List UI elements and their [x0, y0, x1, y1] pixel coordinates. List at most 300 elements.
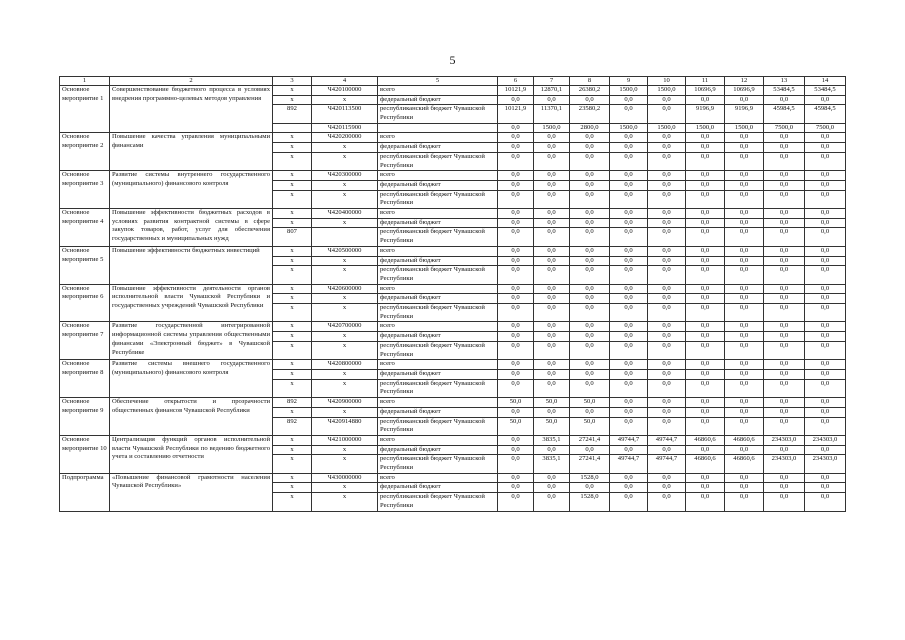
funding-value: 234303,0 — [805, 455, 846, 473]
funding-value: 0,0 — [764, 95, 805, 105]
budget-classification-code: x — [312, 190, 378, 208]
funding-value: 0,0 — [805, 152, 846, 170]
funding-value: 0,0 — [534, 133, 570, 143]
budget-classification-code: x — [312, 370, 378, 380]
column-number-14: 14 — [805, 77, 846, 86]
funding-value: 0,0 — [805, 228, 846, 246]
funding-value: 0,0 — [686, 133, 725, 143]
column-number-9: 9 — [610, 77, 648, 86]
executor-code: x — [273, 190, 312, 208]
funding-value: 0,0 — [498, 190, 534, 208]
funding-value: 0,0 — [805, 322, 846, 332]
funding-value: 0,0 — [725, 209, 764, 219]
executor-code: x — [273, 493, 312, 511]
budget-classification-code: x — [312, 445, 378, 455]
funding-value: 0,0 — [805, 407, 846, 417]
funding-source: республиканский бюджет Чувашской Республики — [378, 304, 498, 322]
funding-value: 0,0 — [725, 95, 764, 105]
funding-source: всего — [378, 209, 498, 219]
column-number-1: 1 — [60, 77, 110, 86]
budget-classification-code: x — [312, 341, 378, 359]
funding-value: 0,0 — [725, 407, 764, 417]
funding-value: 0,0 — [725, 379, 764, 397]
funding-value: 0,0 — [534, 294, 570, 304]
funding-value: 0,0 — [498, 473, 534, 483]
funding-value: 0,0 — [764, 341, 805, 359]
funding-value: 0,0 — [686, 407, 725, 417]
funding-value: 23580,2 — [570, 105, 610, 123]
funding-source: федеральный бюджет — [378, 180, 498, 190]
funding-value: 0,0 — [764, 256, 805, 266]
funding-value: 46860,6 — [686, 435, 725, 445]
funding-value: 0,0 — [686, 266, 725, 284]
funding-value: 0,0 — [805, 304, 846, 322]
funding-value: 0,0 — [686, 379, 725, 397]
funding-value: 0,0 — [570, 341, 610, 359]
funding-source: федеральный бюджет — [378, 256, 498, 266]
column-number-10: 10 — [648, 77, 686, 86]
funding-value: 0,0 — [570, 266, 610, 284]
budget-classification-code: Ч420100000 — [312, 85, 378, 95]
funding-value: 0,0 — [498, 322, 534, 332]
funding-value: 0,0 — [498, 332, 534, 342]
funding-value: 0,0 — [570, 152, 610, 170]
funding-value: 0,0 — [610, 360, 648, 370]
activity-label: Основное мероприятие 1 — [60, 85, 110, 133]
budget-classification-code — [312, 228, 378, 246]
funding-value: 0,0 — [570, 218, 610, 228]
executor-code: x — [273, 284, 312, 294]
funding-value: 1500,0 — [648, 85, 686, 95]
budget-classification-code: Ч420400000 — [312, 209, 378, 219]
funding-value: 0,0 — [570, 284, 610, 294]
funding-value: 0,0 — [610, 473, 648, 483]
executor-code: x — [273, 246, 312, 256]
funding-value: 0,0 — [610, 322, 648, 332]
funding-value: 0,0 — [764, 133, 805, 143]
funding-value: 0,0 — [534, 407, 570, 417]
funding-value: 50,0 — [534, 398, 570, 408]
funding-value: 0,0 — [725, 370, 764, 380]
executor-code: x — [273, 341, 312, 359]
funding-value: 0,0 — [570, 360, 610, 370]
column-number-6: 6 — [498, 77, 534, 86]
funding-value: 50,0 — [498, 417, 534, 435]
funding-value: 0,0 — [725, 256, 764, 266]
funding-value: 10696,9 — [686, 85, 725, 95]
funding-value: 0,0 — [610, 209, 648, 219]
funding-value: 0,0 — [570, 190, 610, 208]
executor-code — [273, 123, 312, 133]
activity-label: Основное мероприятие 7 — [60, 322, 110, 360]
funding-value: 1500,0 — [610, 123, 648, 133]
funding-value: 0,0 — [686, 332, 725, 342]
funding-value: 0,0 — [805, 370, 846, 380]
funding-value: 0,0 — [648, 266, 686, 284]
funding-value: 0,0 — [686, 398, 725, 408]
funding-value: 0,0 — [534, 256, 570, 266]
funding-value: 0,0 — [534, 266, 570, 284]
budget-classification-code: x — [312, 180, 378, 190]
activity-label: Основное мероприятие 6 — [60, 284, 110, 322]
funding-source: республиканский бюджет Чувашской Республики — [378, 379, 498, 397]
funding-value: 0,0 — [686, 304, 725, 322]
funding-value: 0,0 — [725, 143, 764, 153]
funding-source: республиканский бюджет Чувашской Республики — [378, 266, 498, 284]
budget-classification-code: x — [312, 483, 378, 493]
funding-value: 0,0 — [805, 417, 846, 435]
funding-value: 1500,0 — [610, 85, 648, 95]
funding-value: 0,0 — [725, 171, 764, 181]
funding-value: 1500,0 — [686, 123, 725, 133]
executor-code: x — [273, 95, 312, 105]
funding-value: 0,0 — [498, 123, 534, 133]
activity-name: Совершенствование бюджетного процесса в условиях внедрения программно-целевых методов управления — [110, 85, 273, 133]
funding-value: 0,0 — [805, 133, 846, 143]
column-number-7: 7 — [534, 77, 570, 86]
table-row — [60, 171, 846, 181]
executor-code: x — [273, 294, 312, 304]
page-number: 5 — [449, 53, 456, 67]
funding-value: 0,0 — [686, 209, 725, 219]
funding-value: 0,0 — [570, 246, 610, 256]
funding-source: республиканский бюджет Чувашской Республики — [378, 493, 498, 511]
funding-value: 0,0 — [764, 370, 805, 380]
funding-value: 7500,0 — [764, 123, 805, 133]
funding-value: 0,0 — [648, 133, 686, 143]
funding-value: 0,0 — [805, 143, 846, 153]
funding-value: 0,0 — [498, 341, 534, 359]
funding-value: 0,0 — [534, 332, 570, 342]
funding-value: 0,0 — [686, 246, 725, 256]
executor-code: x — [273, 473, 312, 483]
table-row — [60, 284, 846, 294]
funding-source: федеральный бюджет — [378, 407, 498, 417]
funding-value: 0,0 — [648, 105, 686, 123]
budget-classification-code: Ч420115900 — [312, 123, 378, 133]
table-row — [60, 473, 846, 483]
table-row — [60, 435, 846, 445]
funding-value: 0,0 — [805, 266, 846, 284]
funding-value: 53484,5 — [805, 85, 846, 95]
executor-code: x — [273, 483, 312, 493]
funding-value: 0,0 — [534, 209, 570, 219]
funding-value: 0,0 — [648, 407, 686, 417]
funding-source: всего — [378, 398, 498, 408]
funding-value: 0,0 — [686, 190, 725, 208]
funding-value: 0,0 — [610, 171, 648, 181]
funding-source: всего — [378, 246, 498, 256]
funding-value: 0,0 — [498, 284, 534, 294]
funding-value: 0,0 — [570, 209, 610, 219]
funding-value: 0,0 — [498, 95, 534, 105]
funding-value: 0,0 — [764, 246, 805, 256]
funding-value: 0,0 — [764, 218, 805, 228]
funding-value: 0,0 — [498, 435, 534, 445]
funding-value: 0,0 — [725, 266, 764, 284]
funding-value: 0,0 — [534, 322, 570, 332]
budget-classification-code: x — [312, 304, 378, 322]
funding-value: 0,0 — [764, 360, 805, 370]
activity-name: Развитие системы внешнего государственного (муниципального) финансового контроля — [110, 360, 273, 398]
funding-value: 0,0 — [534, 190, 570, 208]
funding-value: 0,0 — [498, 209, 534, 219]
funding-value: 0,0 — [725, 445, 764, 455]
funding-value: 0,0 — [805, 341, 846, 359]
funding-value: 0,0 — [610, 190, 648, 208]
executor-code: x — [273, 370, 312, 380]
funding-value: 0,0 — [610, 417, 648, 435]
funding-source: федеральный бюджет — [378, 445, 498, 455]
funding-value: 0,0 — [610, 133, 648, 143]
funding-value: 0,0 — [610, 398, 648, 408]
funding-value: 0,0 — [648, 445, 686, 455]
funding-value: 0,0 — [534, 483, 570, 493]
funding-value: 0,0 — [725, 152, 764, 170]
funding-value: 9196,9 — [725, 105, 764, 123]
funding-value: 0,0 — [648, 294, 686, 304]
funding-value: 0,0 — [686, 218, 725, 228]
activity-name: Обеспечение открытости и прозрачности общественных финансов Чувашской Республики — [110, 398, 273, 436]
funding-value: 0,0 — [725, 417, 764, 435]
funding-value: 0,0 — [498, 180, 534, 190]
funding-value: 3835,1 — [534, 435, 570, 445]
executor-code: x — [273, 304, 312, 322]
funding-value: 0,0 — [686, 284, 725, 294]
funding-value: 0,0 — [610, 304, 648, 322]
funding-value: 46860,6 — [686, 455, 725, 473]
funding-value: 0,0 — [498, 152, 534, 170]
funding-source: всего — [378, 360, 498, 370]
funding-value: 0,0 — [805, 445, 846, 455]
funding-value: 0,0 — [725, 322, 764, 332]
activity-label: Подпрограмма — [60, 473, 110, 511]
funding-value: 27241,4 — [570, 455, 610, 473]
funding-value: 10696,9 — [725, 85, 764, 95]
funding-value: 0,0 — [570, 171, 610, 181]
funding-value: 46860,6 — [725, 435, 764, 445]
funding-value: 0,0 — [610, 95, 648, 105]
funding-value: 0,0 — [805, 218, 846, 228]
table-row — [60, 360, 846, 370]
funding-value: 0,0 — [498, 143, 534, 153]
executor-code: x — [273, 322, 312, 332]
budget-classification-code: Ч420700000 — [312, 322, 378, 332]
funding-value: 0,0 — [610, 341, 648, 359]
executor-code: x — [273, 209, 312, 219]
column-number-13: 13 — [764, 77, 805, 86]
funding-value: 0,0 — [610, 143, 648, 153]
funding-value: 0,0 — [686, 483, 725, 493]
funding-value: 0,0 — [764, 190, 805, 208]
funding-value: 234303,0 — [764, 435, 805, 445]
activity-label: Основное мероприятие 10 — [60, 435, 110, 473]
funding-value: 0,0 — [610, 152, 648, 170]
executor-code: x — [273, 133, 312, 143]
funding-value: 0,0 — [686, 152, 725, 170]
funding-value: 0,0 — [570, 379, 610, 397]
funding-value: 0,0 — [534, 152, 570, 170]
budget-classification-code: Ч420914880 — [312, 417, 378, 435]
funding-value: 0,0 — [764, 322, 805, 332]
funding-value: 0,0 — [805, 180, 846, 190]
funding-value: 0,0 — [686, 95, 725, 105]
funding-value: 49744,7 — [648, 435, 686, 445]
executor-code: x — [273, 152, 312, 170]
funding-value: 0,0 — [648, 190, 686, 208]
funding-value: 50,0 — [570, 398, 610, 408]
funding-value: 0,0 — [498, 445, 534, 455]
funding-value: 0,0 — [610, 493, 648, 511]
funding-source: республиканский бюджет Чувашской Республики — [378, 341, 498, 359]
funding-value: 0,0 — [805, 398, 846, 408]
activity-name: Повышение эффективности бюджетных расходов в условиях развития контрактной системы в сфере закупок товаров, работ, услуг для обеспечения государственных и муниципальных нужд — [110, 209, 273, 247]
funding-value: 0,0 — [570, 445, 610, 455]
budget-classification-code: x — [312, 152, 378, 170]
funding-source: республиканский бюджет Чувашской Республики — [378, 190, 498, 208]
funding-value: 0,0 — [764, 228, 805, 246]
column-number-8: 8 — [570, 77, 610, 86]
funding-value: 0,0 — [498, 370, 534, 380]
funding-value: 0,0 — [648, 483, 686, 493]
funding-value: 0,0 — [534, 473, 570, 483]
funding-source: федеральный бюджет — [378, 143, 498, 153]
funding-value: 0,0 — [648, 473, 686, 483]
funding-value: 0,0 — [610, 105, 648, 123]
funding-source: республиканский бюджет Чувашской Республики — [378, 455, 498, 473]
funding-value: 0,0 — [610, 370, 648, 380]
funding-value: 0,0 — [805, 493, 846, 511]
budget-table — [59, 76, 846, 512]
funding-value: 7500,0 — [805, 123, 846, 133]
activity-name: Повышение эффективности деятельности органов исполнительной власти Чувашской Республики и государственных учреждений Чувашской Республики — [110, 284, 273, 322]
activity-name: Развитие государственной интегрированной информационной системы управления общественными финансами «Электронный бюджет» в Чувашской Республике — [110, 322, 273, 360]
funding-value: 0,0 — [686, 341, 725, 359]
funding-value: 0,0 — [805, 379, 846, 397]
table-row — [60, 322, 846, 332]
executor-code: x — [273, 435, 312, 445]
funding-value: 0,0 — [686, 417, 725, 435]
funding-value: 0,0 — [534, 246, 570, 256]
funding-value: 0,0 — [610, 256, 648, 266]
funding-value: 3835,1 — [534, 455, 570, 473]
funding-source: всего — [378, 322, 498, 332]
budget-classification-code: x — [312, 493, 378, 511]
funding-source: федеральный бюджет — [378, 483, 498, 493]
funding-source: федеральный бюджет — [378, 95, 498, 105]
column-number-2: 2 — [110, 77, 273, 86]
funding-value: 0,0 — [648, 95, 686, 105]
funding-value: 0,0 — [648, 322, 686, 332]
funding-value: 0,0 — [725, 294, 764, 304]
budget-classification-code: Ч420800000 — [312, 360, 378, 370]
funding-value: 0,0 — [648, 417, 686, 435]
funding-value: 0,0 — [686, 493, 725, 511]
funding-value: 26380,2 — [570, 85, 610, 95]
funding-value: 49744,7 — [648, 455, 686, 473]
funding-source: всего — [378, 85, 498, 95]
funding-value: 0,0 — [610, 228, 648, 246]
funding-value: 0,0 — [570, 304, 610, 322]
funding-value: 0,0 — [648, 256, 686, 266]
executor-code: x — [273, 445, 312, 455]
executor-code: x — [273, 171, 312, 181]
funding-value: 0,0 — [686, 322, 725, 332]
budget-classification-code: x — [312, 294, 378, 304]
funding-value: 0,0 — [686, 294, 725, 304]
funding-value: 0,0 — [534, 228, 570, 246]
column-number-row — [60, 77, 846, 86]
activity-name: Развитие системы внутреннего государственного (муниципального) финансового контроля — [110, 171, 273, 209]
funding-value: 0,0 — [725, 341, 764, 359]
funding-value: 0,0 — [498, 360, 534, 370]
funding-value: 0,0 — [570, 143, 610, 153]
funding-value: 0,0 — [610, 180, 648, 190]
executor-code: 892 — [273, 398, 312, 408]
funding-value: 50,0 — [498, 398, 534, 408]
funding-value: 0,0 — [534, 171, 570, 181]
funding-value: 0,0 — [648, 398, 686, 408]
funding-value: 0,0 — [805, 190, 846, 208]
funding-value: 0,0 — [764, 209, 805, 219]
budget-classification-code: Ч420113500 — [312, 105, 378, 123]
funding-value: 0,0 — [570, 294, 610, 304]
activity-label: Основное мероприятие 9 — [60, 398, 110, 436]
funding-value: 0,0 — [648, 171, 686, 181]
funding-value: 0,0 — [805, 284, 846, 294]
funding-value: 0,0 — [610, 246, 648, 256]
funding-value: 0,0 — [725, 228, 764, 246]
funding-value: 11370,1 — [534, 105, 570, 123]
funding-value: 0,0 — [498, 133, 534, 143]
budget-classification-code: x — [312, 379, 378, 397]
funding-value: 234303,0 — [764, 455, 805, 473]
funding-value: 0,0 — [725, 304, 764, 322]
executor-code: x — [273, 85, 312, 95]
funding-value: 1500,0 — [648, 123, 686, 133]
budget-classification-code: x — [312, 256, 378, 266]
funding-value: 0,0 — [648, 304, 686, 322]
funding-value: 0,0 — [764, 379, 805, 397]
funding-value: 0,0 — [610, 483, 648, 493]
funding-value: 27241,4 — [570, 435, 610, 445]
funding-value: 0,0 — [498, 228, 534, 246]
funding-value: 0,0 — [686, 143, 725, 153]
funding-value: 0,0 — [764, 445, 805, 455]
funding-value: 0,0 — [725, 398, 764, 408]
table-row — [60, 133, 846, 143]
executor-code: 892 — [273, 417, 312, 435]
funding-value: 0,0 — [534, 370, 570, 380]
funding-source: федеральный бюджет — [378, 332, 498, 342]
funding-value: 0,0 — [725, 246, 764, 256]
budget-classification-code: Ч430000000 — [312, 473, 378, 483]
funding-value: 0,0 — [570, 407, 610, 417]
funding-value: 0,0 — [498, 483, 534, 493]
funding-value: 2800,0 — [570, 123, 610, 133]
funding-value: 0,0 — [686, 473, 725, 483]
funding-value: 0,0 — [725, 473, 764, 483]
budget-classification-code: x — [312, 407, 378, 417]
column-number-3: 3 — [273, 77, 312, 86]
column-number-11: 11 — [686, 77, 725, 86]
funding-value: 0,0 — [570, 332, 610, 342]
funding-value: 0,0 — [534, 341, 570, 359]
funding-value: 0,0 — [686, 370, 725, 380]
budget-classification-code: Ч420900000 — [312, 398, 378, 408]
funding-value: 0,0 — [648, 379, 686, 397]
funding-value: 0,0 — [805, 256, 846, 266]
